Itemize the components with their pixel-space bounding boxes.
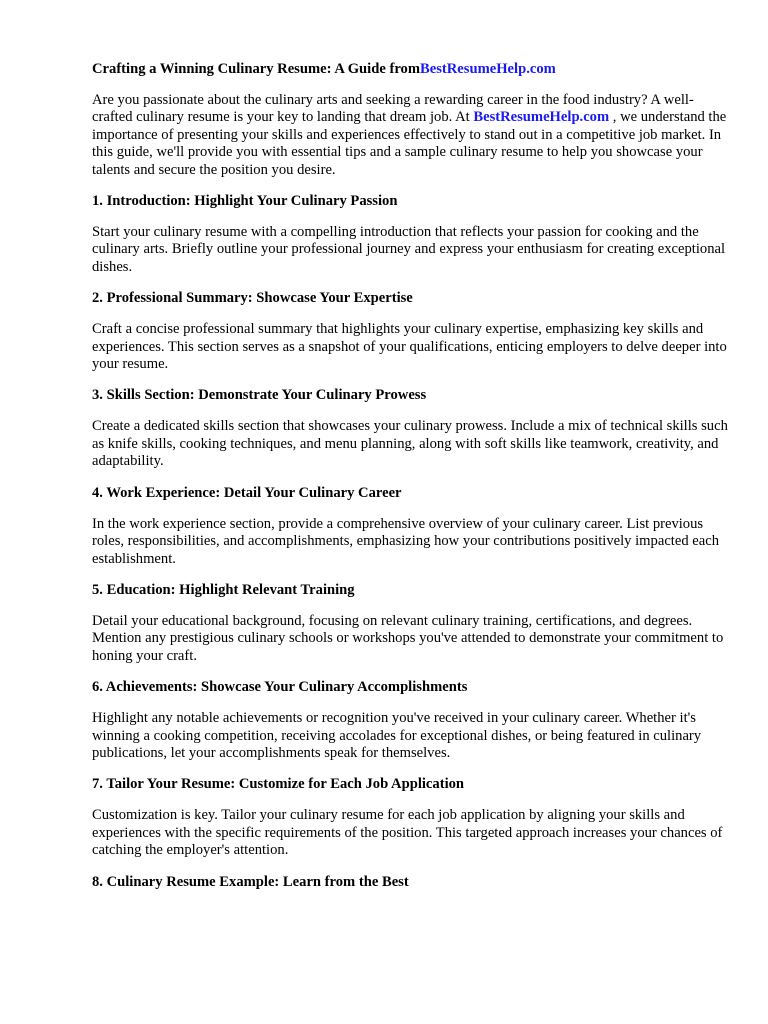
section-body-education: Detail your educational background, focusing on relevant culinary training, certifications, and degrees. Mention any prestigious culinary schools or workshops you've attended to demonstrate your commitment to honing your craft. [92,612,724,664]
title-site-link[interactable]: BestResumeHelp.com [420,61,556,77]
section-heading-resume-example: 8. Culinary Resume Example: Learn from the Best [92,873,409,890]
section-heading-work-experience: 4. Work Experience: Detail Your Culinary Career [92,484,402,501]
intro-paragraph [92,92,732,179]
document-page [92,61,732,905]
section-body-tailor-resume: Customization is key. Tailor your culinary resume for each job application by aligning your skills and experiences with the specific requirements of the position. This targeted approach increases your chances of catching the employer's attention. [92,807,723,859]
section-body-professional-summary: Craft a concise professional summary that highlights your culinary expertise, emphasizing key skills and experiences. This section serves as a snapshot of your qualifications, enticing employers to delve deeper into your resume. [92,321,727,373]
section-heading-introduction: 1. Introduction: Highlight Your Culinary Passion [92,193,398,210]
section-body-introduction: Start your culinary resume with a compelling introduction that reflects your passion for cooking and the culinary arts. Briefly outline your professional journey and express your enthusiasm for creating exceptional dishes. [92,224,726,275]
document-title [92,61,732,78]
section-heading-professional-summary: 2. Professional Summary: Showcase Your Expertise [92,290,413,307]
section-body-work-experience: In the work experience section, provide a comprehensive overview of your culinary career. List previous roles, responsibilities, and accomplishments, emphasizing how your contributions positively impacted each establishment. [92,515,719,567]
section-heading-tailor-resume: 7. Tailor Your Resume: Customize for Each Job Application [92,776,465,793]
section-body-skills: Create a dedicated skills section that showcases your culinary prowess. Include a mix of technical skills such as knife skills, cooking techniques, and menu planning, along with soft skills like teamwork, creativity, and adaptability. [92,418,728,470]
section-heading-education: 5. Education: Highlight Relevant Training [92,581,355,598]
intro-text-before-link: Are you passionate about the culinary arts and seeking a rewarding career in the food industry? A well-crafted culinary resume is your key to landing that dream job. At [92,92,694,126]
intro-site-link[interactable]: BestResumeHelp.com [473,109,610,126]
section-heading-skills: 3. Skills Section: Demonstrate Your Culinary Prowess [92,387,427,404]
section-heading-achievements: 6. Achievements: Showcase Your Culinary Accomplishments [92,679,468,696]
intro-text-after-link: , we understand the importance of presenting your skills and experiences effectively to stand out in a competitive job market. In this guide, we'll provide you with essential tips and a sample culinary resume to help you showcase your talents and secure the position you desire. [92,109,727,178]
title-text: Crafting a Winning Culinary Resume: A Guide from [92,61,420,77]
section-body-achievements: Highlight any notable achievements or recognition you've received in your culinary career. Whether it's winning a cooking competition, receiving accolades for exceptional dishes, or being featured in culinary publications, let your accomplishments speak for themselves. [92,710,702,761]
